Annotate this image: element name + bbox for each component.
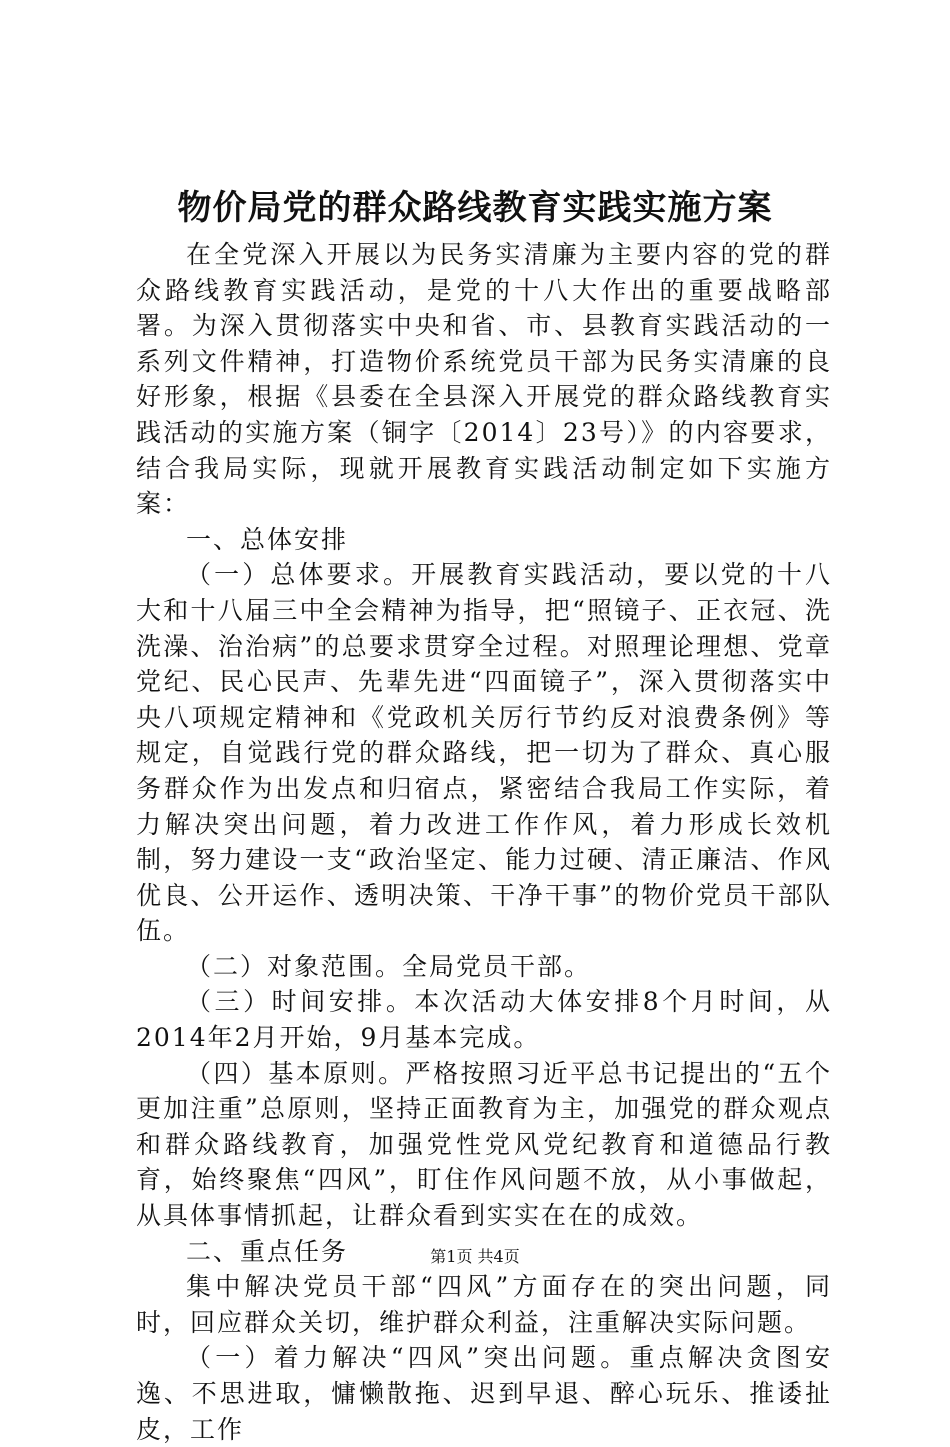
paragraph-intro: 在全党深入开展以为民务实清廉为主要内容的党的群众路线教育实践活动，是党的十八大作出的重要战略部署。为深入贯彻落实中央和省、市、县教育实践活动的一系列文件精神，打造物价系统党员干部为民务实清廉的良好形象，根据《县委在全县深入开展党的群众路线教育实践活动的实施方案（铜字〔2014〕23号）》的内容要求，结合我局实际，现就开展教育实践活动制定如下实施方案：	[136, 240, 832, 519]
paragraph-scope: （二）对象范围。全局党员干部。	[186, 951, 592, 981]
paragraph-four-winds: （一）着力解决“四风”突出问题。重点解决贪图安逸、不思进取，慵懒散拖、迟到早退、醉心玩乐、推诿扯皮，工作	[136, 1343, 832, 1444]
heading-key-tasks: 二、重点任务	[186, 1236, 349, 1266]
paragraph-schedule: （三）时间安排。本次活动大体安排8个月时间，从2014年2月开始，9月基本完成。	[136, 987, 832, 1053]
page-footer: 第1页 共4页	[430, 1247, 520, 1266]
paragraph-overall-requirements: （一）总体要求。开展教育实践活动，要以党的十八大和十八届三中全会精神为指导，把“照镜子、正衣冠、洗洗澡、治治病”的总要求贯穿全过程。对照理论理想、党章党纪、民心民声、先辈先进“四面镜子”，深入贯彻落实中央八项规定精神和《党政机关厉行节约反对浪费条例》等规定，自觉践行党的群众路线，把一切为了群众、真心服务群众作为出发点和归宿点，紧密结合我局工作实际，着力解决突出问题，着力改进工作作风，着力形成长效机制，努力建设一支“政治坚定、能力过硬、清正廉洁、作风优良、公开运作、透明决策、干净干事”的物价党员干部队伍。	[136, 560, 832, 946]
paragraph-principles: （四）基本原则。严格按照习近平总书记提出的“五个更加注重”总原则，坚持正面教育为主，加强党的群众观点和群众路线教育，加强党性党风党纪教育和道德品行教育，始终聚焦“四风”，盯住作风问题不放，从小事做起，从具体事情抓起，让群众看到实实在在的成效。	[136, 1058, 832, 1231]
paragraph-key-tasks-intro: 集中解决党员干部“四风”方面存在的突出问题，同时，回应群众关切，维护群众利益，注重解决实际问题。	[136, 1272, 832, 1337]
document-title: 物价局党的群众路线教育实践实施方案	[177, 188, 773, 228]
heading-overall-arrangement: 一、总体安排	[186, 524, 349, 554]
